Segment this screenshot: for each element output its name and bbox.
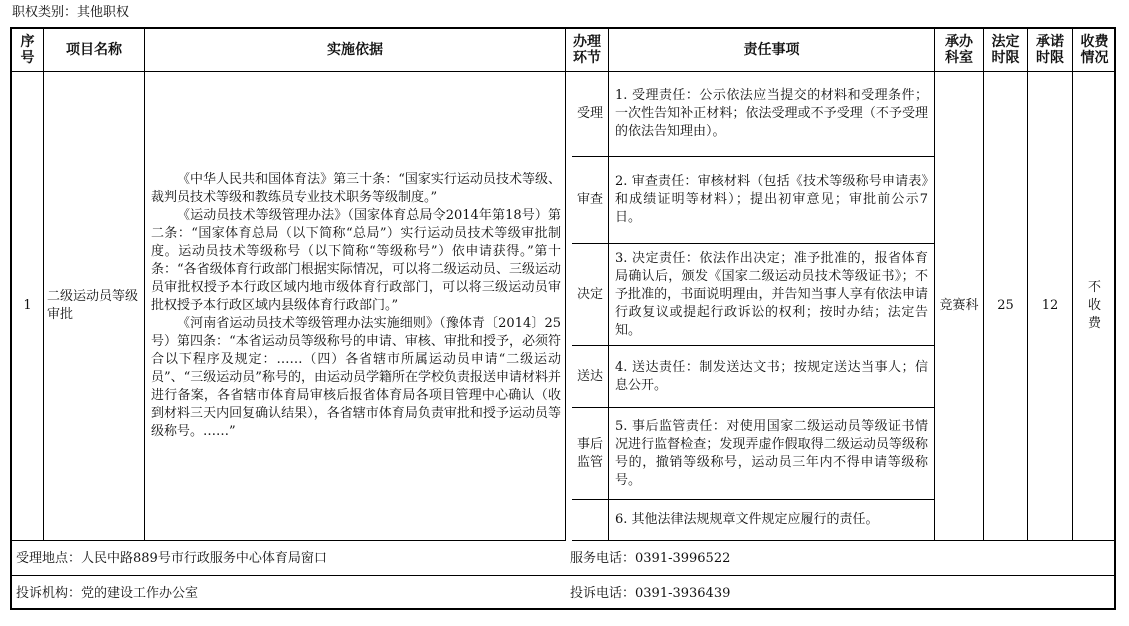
complaint-org: 投诉机构：党的建设工作办公室 (16, 586, 199, 601)
stage-deliver: 送达 (572, 346, 609, 408)
header-name: 项目名称 (44, 29, 145, 72)
row-fee: 不收费 (1073, 72, 1116, 541)
basis-paragraph: 《河南省运动员技术等级管理办法实施细则》（豫体青〔2014〕25号）第四条：“本省运动员等级称号的申请、审核、审批和授予，必须符合以下程序及规定：……（四）各省辖市所属运动员申请“二级运动员”、“三级运动员”称号的，由运动员学籍所在学校负责报送申请材料并进行备案，各省辖市体育局审核后报省体育局各项目管理中心确认（收到材料三天内回复确认结果），各省辖市体育局负责审批和授予运动员等级称号。……” (151, 316, 561, 439)
duty-deliver: 4. 送达责任：制发送达文书；按规定送达当事人；信息公开。 (609, 346, 935, 408)
duty-decide: 3. 决定责任：依法作出决定；准予批准的，报省体育局确认后，颁发《国家二级运动员技术等级证书》；不予批准的，书面说明理由，并告知当事人享有依法申请行政复议或提起行政诉讼的权利；按时办结；法定告知。 (609, 244, 935, 346)
header-basis: 实施依据 (145, 29, 566, 72)
row-name: 二级运动员等级审批 (44, 72, 145, 541)
header-stage: 办理环节 (566, 29, 609, 72)
stage-other (572, 500, 609, 541)
header-fee: 收费情况 (1073, 29, 1116, 72)
header-dept: 承办科室 (935, 29, 984, 72)
category-caption: 职权类别：其他职权 (12, 5, 130, 20)
row-dept: 竞赛科 (935, 72, 984, 541)
row-basis (145, 72, 566, 541)
header-duty: 责任事项 (609, 29, 935, 72)
basis-paragraph: 《运动员技术等级管理办法》（国家体育总局令2014年第18号）第二条：“国家体育总局（以下简称“总局”）实行运动员技术等级审批制度。运动员技术等级称号（以下简称“等级称号”）依申请获得。”第十条：“各省级体育行政部门根据实际情况，可以将二级运动员、三级运动员审批权授予本行政区域内地市级体育行政部门，可以将三级运动员审批权授予本行政区域内县级体育行政部门。” (151, 208, 561, 313)
header-legal-limit: 法定时限 (984, 29, 1028, 72)
duty-other: 6. 其他法律法规规章文件规定应履行的责任。 (609, 500, 935, 541)
stage-review: 审查 (572, 157, 609, 244)
stage-decide: 决定 (572, 244, 609, 346)
complaint-phone: 投诉电话：0391-3936439 (570, 586, 731, 601)
header-promise-limit: 承诺时限 (1028, 29, 1073, 72)
row-legal-limit: 25 (984, 72, 1028, 541)
service-phone: 服务电话：0391-3996522 (570, 551, 731, 566)
row-promise-limit: 12 (1028, 72, 1073, 541)
row-seq: 1 (12, 72, 44, 541)
accept-address: 受理地点：人民中路889号市行政服务中心体育局窗口 (16, 551, 327, 566)
duty-supervise: 5. 事后监管责任：对使用国家二级运动员等级证书情况进行监督检查；发现弄虚作假取得二级运动员等级称号的，撤销等级称号，运动员三年内不得申请等级称号。 (609, 408, 935, 500)
duty-review: 2. 审查责任：审核材料（包括《技术等级称号申请表》和成绩证明等材料）；提出初审意见；审批前公示7日。 (609, 157, 935, 244)
basis-paragraph: 《中华人民共和国体育法》第三十条：“国家实行运动员技术等级、裁判员技术等级和教练员专业技术职务等级制度。” (151, 172, 561, 205)
responsibility-table (10, 27, 1116, 610)
stage-supervise: 事后监管 (572, 408, 609, 500)
stage-accept: 受理 (572, 72, 609, 157)
duty-accept: 1. 受理责任：公示依法应当提交的材料和受理条件；一次性告知补正材料；依法受理或不予受理（不予受理的依法告知理由）。 (609, 72, 935, 157)
header-seq: 序号 (12, 29, 44, 72)
